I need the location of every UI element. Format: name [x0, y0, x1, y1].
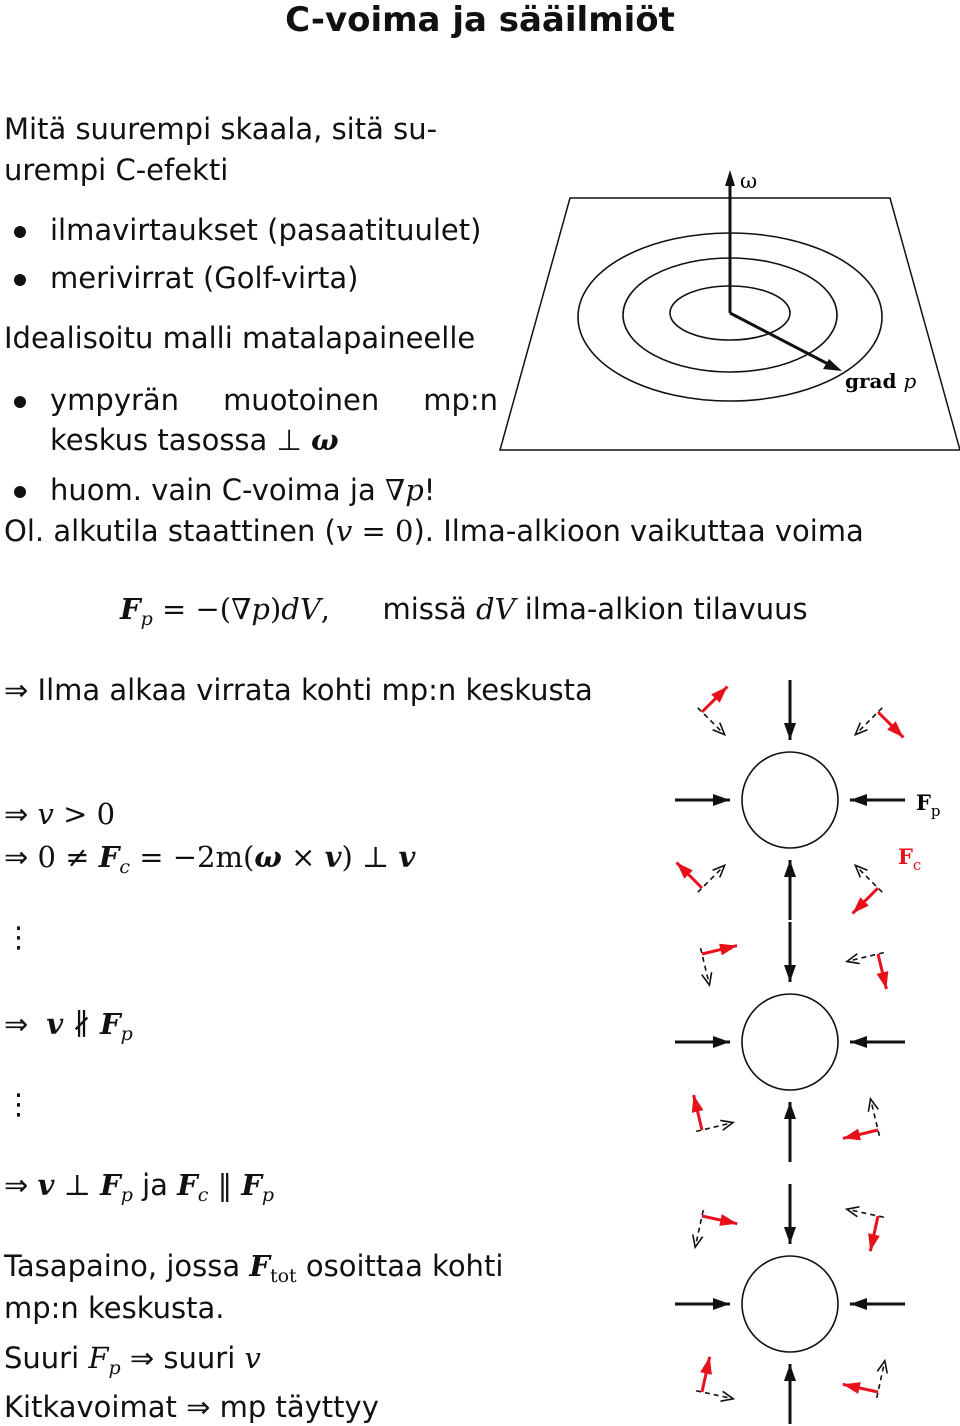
v-symbol: v	[324, 840, 342, 874]
word: muotoinen	[223, 383, 380, 417]
subscript: p	[261, 1184, 275, 1206]
v-symbol: v	[244, 1341, 261, 1375]
implies-symbol: ⇒	[4, 797, 29, 831]
text: missä	[382, 592, 467, 626]
fp-label	[916, 790, 941, 820]
implication-3	[4, 840, 415, 884]
v-symbol: v	[398, 840, 416, 874]
implication-4	[4, 1007, 133, 1051]
subscript: p	[930, 802, 941, 820]
velocity-arrow-head	[702, 972, 712, 985]
low-pressure-plane-figure	[490, 160, 960, 460]
pressure-force-arrow-head	[850, 1298, 867, 1310]
text: ja	[142, 1168, 168, 1202]
omega-symbol: ω	[311, 423, 339, 457]
text: !	[423, 473, 436, 507]
F-symbol: F	[120, 592, 141, 626]
text: mp täyttyy	[219, 1390, 379, 1424]
text: suuri	[163, 1341, 236, 1375]
text: Ol. alkutila staattinen (	[4, 514, 336, 548]
pressure-force-arrow-head	[784, 1364, 796, 1381]
F-symbol: F	[98, 840, 120, 874]
F-symbol: F	[88, 1341, 109, 1375]
omega-label: ω	[740, 169, 758, 193]
text: )	[269, 592, 282, 626]
text: ,	[320, 592, 331, 626]
nabla-symbol: ∇	[384, 473, 406, 507]
word: mp:n	[423, 383, 499, 417]
pressure-force-arrow-head	[784, 860, 796, 877]
F-symbol: F	[100, 1007, 121, 1041]
text: = −(∇	[161, 592, 252, 626]
parallel-symbol: ‖	[217, 1168, 233, 1202]
pressure-force-arrow-head	[784, 1227, 796, 1244]
not-parallel-symbol: ∦	[72, 1007, 91, 1041]
text: > 0	[53, 797, 116, 831]
intro-line-2: urempi C-efekti	[4, 153, 229, 187]
text: 0 ≠	[37, 840, 90, 874]
implies-symbol: ⇒	[4, 1007, 29, 1041]
low-pressure-circle	[742, 994, 838, 1090]
coriolis-force-arrow-head	[692, 1095, 704, 1113]
coriolis-force-arrow-head	[719, 944, 737, 956]
text: Tasapaino, jossa	[4, 1249, 241, 1283]
text: Suuri	[4, 1341, 80, 1375]
velocity-arrow-head	[868, 1099, 878, 1112]
subscript: p	[108, 1357, 121, 1379]
velocity-arrow-head	[720, 1391, 733, 1401]
subscript: c	[912, 856, 922, 874]
bullet-dot	[14, 274, 26, 286]
velocity-arrow	[698, 865, 725, 892]
force-diagram-figure	[660, 670, 960, 1426]
dV-symbol: dV	[475, 592, 516, 626]
implies-symbol: ⇒	[4, 840, 29, 874]
text: Ilma alkaa virrata kohti mp:n keskusta	[37, 673, 593, 707]
subscript: p	[120, 1023, 133, 1045]
bullet-dot	[14, 396, 26, 408]
pressure-force-arrow-head	[850, 1036, 867, 1048]
F-symbol: F	[249, 1249, 270, 1283]
fc-label	[898, 844, 921, 874]
omega-arrowhead	[725, 170, 735, 186]
friction-line	[4, 1390, 379, 1424]
omega-symbol: ω	[254, 840, 282, 874]
F-symbol: F	[241, 1168, 262, 1202]
v-symbol: v	[46, 1007, 64, 1041]
F-symbol: F	[898, 844, 913, 869]
model-heading: Idealisoitu malli matalapaineelle	[4, 321, 476, 355]
text: huom. vain C-voima ja	[50, 473, 376, 507]
text: ×	[281, 840, 325, 874]
grad-p-arrowhead	[823, 359, 842, 371]
velocity-arrow-head	[693, 1234, 703, 1247]
implication-5	[4, 1168, 274, 1212]
bullet-ocean-currents: merivirrat (Golf-virta)	[50, 261, 359, 295]
pressure-force-arrow-head	[784, 1102, 796, 1119]
assumption-line	[4, 514, 864, 548]
F-symbol: F	[916, 790, 931, 815]
pressure-force-arrow-head	[713, 1036, 730, 1048]
p-symbol: p	[903, 369, 917, 393]
p-symbol: p	[405, 473, 424, 507]
velocity-arrow-head	[847, 954, 860, 964]
subscript: p	[140, 608, 153, 630]
v-symbol: v	[37, 1168, 55, 1202]
velocity-arrow-head	[720, 1120, 733, 1130]
text: = −2m(	[139, 840, 255, 874]
F-symbol: F	[177, 1168, 198, 1202]
text: Kitkavoimat	[4, 1390, 177, 1424]
grad-label	[845, 369, 916, 393]
implies-symbol: ⇒	[4, 1168, 29, 1202]
implies-symbol: ⇒	[186, 1390, 211, 1424]
text: ) ⊥	[341, 840, 390, 874]
vertical-dots: ⋮	[4, 1087, 33, 1121]
subscript: tot	[269, 1265, 297, 1287]
word: ympyrän	[50, 383, 180, 417]
p-symbol: p	[251, 592, 270, 626]
coriolis-force-arrow-head	[843, 1129, 861, 1141]
text: ). Ilma-alkioon vaikuttaa voima	[413, 514, 864, 548]
subscript: p	[120, 1184, 133, 1206]
bullet-dot	[14, 226, 26, 238]
text: osoittaa kohti	[305, 1249, 504, 1283]
coriolis-force-arrow-head	[877, 971, 889, 989]
model-bullet-1-line-1	[50, 383, 498, 417]
perp-symbol: ⊥	[63, 1168, 91, 1202]
implication-2	[4, 797, 115, 831]
page-title: C-voima ja sääilmiöt	[285, 0, 675, 40]
subscript: c	[197, 1184, 209, 1206]
text: = 0	[352, 514, 414, 548]
low-pressure-circle	[742, 1256, 838, 1352]
vertical-dots: ⋮	[4, 920, 33, 954]
implication-1	[4, 673, 593, 707]
intro-line-1: Mitä suurempi skaala, sitä su-	[4, 112, 438, 146]
force-equation	[120, 592, 808, 636]
v-symbol: v	[37, 797, 54, 831]
F-symbol: F	[100, 1168, 121, 1202]
low-pressure-circle	[742, 752, 838, 848]
velocity-arrow-head	[877, 1361, 887, 1374]
grad-text: grad	[845, 369, 897, 393]
model-bullet-1-line-2	[50, 423, 339, 457]
pressure-force-arrow-head	[784, 723, 796, 740]
velocity-arrow-head	[847, 1207, 860, 1217]
balance-line-2: mp:n keskusta.	[4, 1291, 225, 1325]
v-symbol: v	[335, 514, 353, 548]
text: keskus tasossa ⊥	[50, 423, 302, 457]
pressure-force-arrow-head	[713, 1298, 730, 1310]
dV-symbol: dV	[281, 592, 321, 626]
bullet-airflows: ilmavirtaukset (pasaatituulet)	[50, 213, 482, 247]
bullet-dot	[14, 486, 26, 498]
subscript: c	[119, 856, 130, 878]
pressure-force-arrow-head	[784, 965, 796, 982]
implies-symbol: ⇒	[129, 1341, 155, 1375]
large-force-line	[4, 1341, 261, 1385]
force-diagram-stages	[675, 680, 905, 1424]
pressure-force-arrow-head	[713, 794, 730, 806]
text: ilma-alkion tilavuus	[524, 592, 808, 626]
pressure-force-arrow-head	[850, 794, 867, 806]
model-bullet-2	[50, 473, 435, 507]
implies-symbol: ⇒	[4, 673, 29, 707]
balance-line-1	[4, 1249, 503, 1293]
